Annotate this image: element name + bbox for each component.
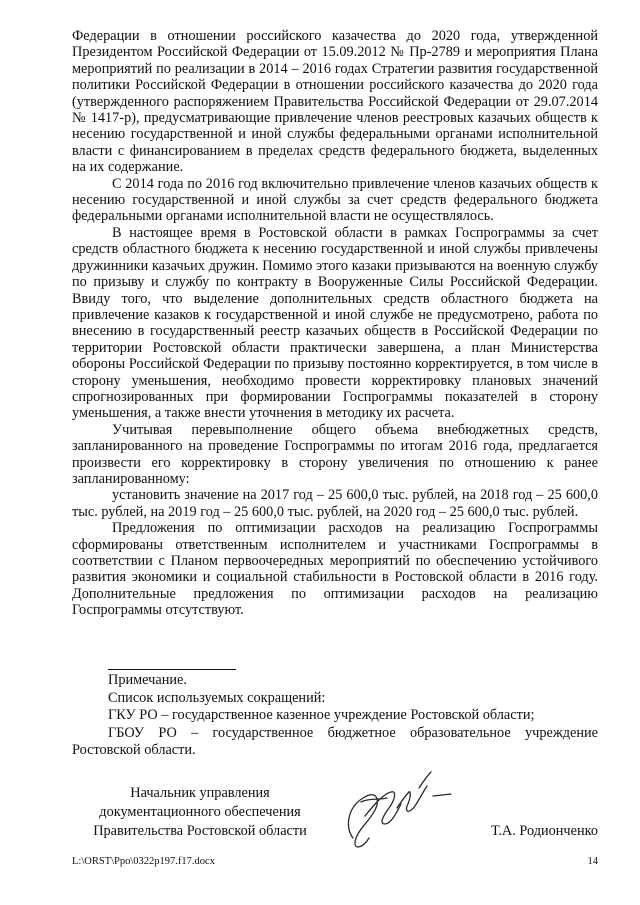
abbreviations-title: Список используемых сокращений:	[108, 689, 326, 706]
paragraph: В настоящее время в Ростовской области в рамках Госпрограммы за счет средств областного бюджета к несению государственной и иной службы привлечены дружинники казачьих дружин. Помимо этого казаки призываются на военную службу по призыву и службу по контракту в Вооруженные Силы Российской Федерации. Ввиду того, что выделение дополнительных средств областного бюджета на привлечение казаков к государственной и иной службе не предусмотрено, работа по внесению в государственный реестр казачьих обществ в Российской Федерации по территории Ростовской области практически завершена, а план Министерства обороны Российской Федерации по призыву постоянно корректируется, в том числе в сторону уменьшения, необходимо провести корректировку плановых значений спрогнозированных при формировании Госпрограммы показателей в сторону уменьшения, а также внести уточнения в методику их расчета.	[72, 224, 598, 422]
paragraph: Учитывая перевыполнение общего объема внебюджетных средств, запланированного на проведение Госпрограммы по итогам 2016 года, предлагается произвести его корректировку в сторону увеличения по отношению к ранее запланированному:	[72, 421, 598, 487]
document-body	[72, 28, 598, 619]
paragraph: установить значение на 2017 год – 25 600,0 тыс. рублей, на 2018 год – 25 600,0 тыс. рублей, на 2019 год – 25 600,0 тыс. рублей, на 2020 год – 25 600,0 тыс. рублей.	[72, 487, 598, 520]
page-number: 14	[587, 856, 598, 867]
position-line: Правительства Ростовской области	[93, 823, 307, 839]
paragraph: С 2014 года по 2016 год включительно привлечение членов казачьих обществ к несению государственной и иной службы за счет средств федерального бюджета федеральными органами исполнительной власти не осуществлялось.	[72, 175, 598, 225]
footer-file-path: L:\ORST\Ppo\0322p197.f17.docx	[72, 856, 215, 867]
position-line: Начальник управления	[130, 785, 270, 801]
footnote-separator-line	[108, 669, 236, 670]
abbreviation-item: ГКУ РО – государственное казенное учреждение Ростовской области;	[108, 707, 535, 723]
paragraph: Предложения по оптимизации расходов на реализацию Госпрограммы сформированы ответственным исполнителем и участниками Госпрограммы в соответствии с Планом первоочередных мероприятий по обеспечению устойчивого развития экономики и социальной стабильности в Ростовской области в 2016 году. Дополнительные предложения по оптимизации расходов на реализацию Госпрограммы отсутствуют.	[72, 520, 598, 619]
signer-name: Т.А. Родионченко	[491, 823, 598, 839]
abbreviation-item: ГБОУ РО – государственное бюджетное образовательное учреждение Ростовской области.	[72, 724, 598, 758]
paragraph-continuation: Федерации в отношении российского казачества до 2020 года, утвержденной Президентом Российской Федерации от 15.09.2012 № Пр-2789 и мероприятия Плана мероприятий по реализации в 2014 – 2016 годах Стратегии развития государственной политики Российской Федерации в отношении российского казачества до 2020 года (утвержденного распоряжением Правительства Российской Федерации от 29.07.2014 № 1417-р), предусматривающие привлечение членов реестровых казачьих обществ к несению государственной и иной службы федеральными органами исполнительной власти с финансированием в пределах средств федерального бюджета, выделенных на их содержание.	[72, 28, 598, 176]
position-line: документационного обеспечения	[99, 804, 301, 820]
notes-heading: Примечание.	[108, 672, 187, 688]
notes-section	[72, 672, 598, 760]
handwritten-signature	[335, 768, 455, 858]
signatory-position	[70, 784, 330, 841]
